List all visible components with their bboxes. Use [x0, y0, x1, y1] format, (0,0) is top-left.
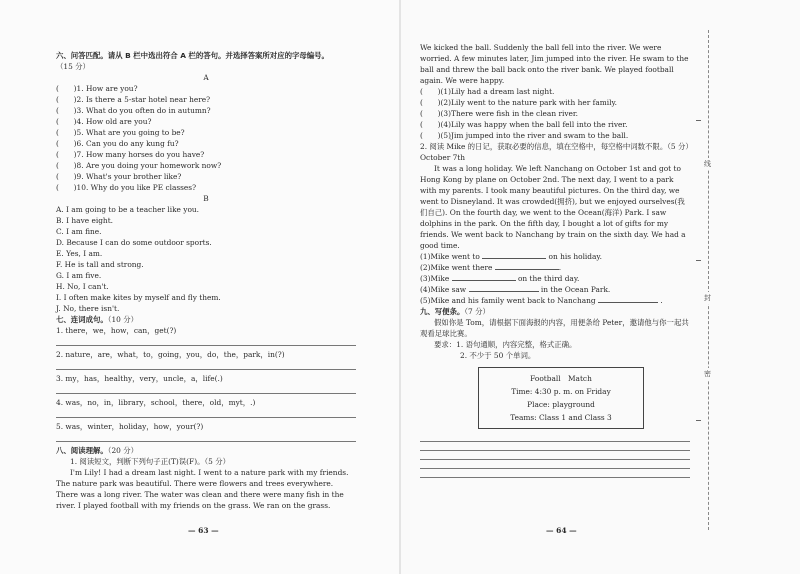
section7-title: 七、连词成句。 [56, 315, 108, 324]
binding-tick [696, 120, 701, 121]
section8-title: 八、阅读理解。 [56, 446, 108, 455]
fill-text: (5)Mike and his family went back to Nanchang [420, 296, 596, 305]
tf-item: ( )(3)There were fish in the clean river. [420, 109, 578, 118]
poster-teams: Teams: Class 1 and Class 3 [510, 413, 612, 422]
fill-text: (2)Mike went there [420, 263, 493, 272]
reading-task-2-instruction: 2. 阅读 Mike 的日记，获取必要的信息，填在空格中，每空格中词数不限。（5 分） [420, 142, 693, 151]
left-column [56, 50, 356, 511]
fill-blank[interactable] [482, 251, 546, 259]
a-item: ( )4. How old are you? [56, 117, 152, 126]
poster-place: Place: playground [527, 400, 595, 409]
section9-score: （7 分） [464, 307, 490, 316]
answer-line[interactable] [56, 385, 356, 394]
section7-heading [56, 314, 356, 325]
fill-blank[interactable] [469, 284, 539, 292]
section8-heading [56, 445, 356, 456]
writing-line[interactable] [420, 435, 690, 442]
column-a-label: A [203, 73, 209, 82]
reading-task-1-instruction: 1. 阅读短文，判断下列句子正(T)误(F)。（5 分） [70, 457, 230, 466]
b-item: F. He is tall and strong. [56, 260, 144, 269]
tf-item: ( )(2)Lily went to the nature park with her family. [420, 98, 618, 107]
b-item: I. I often make kites by myself and fly them. [56, 293, 221, 302]
fill-item [420, 284, 692, 295]
a-item: ( )1. How are you? [56, 84, 138, 93]
binding-dashed-line [708, 30, 709, 530]
a-item: ( )6. Can you do any kung fu? [56, 139, 179, 148]
b-item: D. Because I can do some outdoor sports. [56, 238, 212, 247]
binding-mark: 密 [704, 370, 711, 378]
diary-date: October 7th [420, 153, 466, 162]
word-order-item: 4. was，no，in，library，school，there，old，myt，.) [56, 398, 256, 407]
fill-blank[interactable] [495, 262, 562, 272]
tf-item: ( )(5)Jim jumped into the river and swam to the ball. [420, 131, 629, 140]
a-item: ( )5. What are you going to be? [56, 128, 185, 137]
a-item: ( )9. What's your brother like? [56, 172, 182, 181]
fill-text: in the Ocean Park. [540, 285, 611, 294]
fill-text: on the third day. [517, 274, 580, 283]
a-item: ( )8. Are you doing your homework now? [56, 161, 222, 170]
writing-line[interactable] [420, 444, 690, 451]
a-item: ( )2. Is there a 5-star hotel near here? [56, 95, 211, 104]
fill-text: on his holiday. [548, 252, 602, 261]
b-item: G. I am five. [56, 271, 102, 280]
fill-item [420, 273, 692, 284]
answer-line[interactable] [56, 433, 356, 442]
section9-title: 九、写便条。 [420, 307, 465, 316]
fill-text: (1)Mike went to [420, 252, 480, 261]
tf-item: ( )(1)Lily had a dream last night. [420, 87, 555, 96]
a-item: ( )3. What do you often do in autumn? [56, 106, 211, 115]
fill-text: (3)Mike [420, 274, 450, 283]
note-requirement-1: 要求：1. 语句通顺，内容完整，格式正确。 [434, 340, 577, 349]
a-item: ( )7. How many horses do you have? [56, 150, 205, 159]
answer-line[interactable] [56, 409, 356, 418]
poster-title: Football Match [530, 374, 592, 383]
book-spine [399, 0, 401, 574]
binding-tick [696, 420, 701, 421]
fill-blank[interactable] [452, 273, 516, 281]
binding-mark: 线 [704, 160, 711, 168]
fill-item [420, 295, 692, 306]
section6-score: （15 分） [56, 62, 90, 71]
poster-time: Time: 4:30 p. m. on Friday [511, 387, 611, 396]
column-b-label: B [203, 194, 209, 203]
writing-line[interactable] [420, 462, 690, 469]
word-order-item: 3. my，has，healthy，very，uncle，a，life(.) [56, 374, 223, 383]
section9-heading [420, 306, 692, 317]
tf-item: ( )(4)Lily was happy when the ball fell into the river. [420, 120, 628, 129]
word-order-item: 2. nature，are，what，to，going，you，do，the，park，in(?) [56, 350, 285, 359]
b-item: A. I am going to be a teacher like you. [56, 205, 199, 214]
fill-item [420, 251, 692, 262]
page-number-left: — 63 — [188, 526, 219, 535]
section7-score: （10 分） [107, 315, 138, 324]
b-item: B. I have eight. [56, 216, 114, 225]
football-poster [478, 367, 644, 429]
b-item: J. No, there isn't. [56, 304, 120, 313]
binding-mark: 封 [704, 294, 711, 302]
page-number-right: — 64 — [546, 526, 577, 535]
fill-text: . [660, 296, 663, 305]
fill-text: . [558, 263, 562, 272]
b-item: C. I am fine. [56, 227, 102, 236]
writing-line[interactable] [420, 471, 690, 478]
reading-passage: I'm Lily! I had a dream last night. I went to a nature park with my friends. The nature park was beautiful. There were flowers and trees everywhere. There was a long river. The water was clean and there were many fish in the river. I played football with my friends on the grass. We ran on the grass. [56, 468, 349, 510]
writing-line[interactable] [420, 453, 690, 460]
a-item: ( )10. Why do you like PE classes? [56, 183, 197, 192]
answer-line[interactable] [56, 361, 356, 370]
fill-text: (4)Mike saw [420, 285, 467, 294]
note-writing-prompt: 假如你是 Tom，请根据下面海报的内容，用便条给 Peter，邀请他与你一起共观看足球比赛。 [420, 318, 689, 338]
word-order-item: 1. there，we，how，can，get(?) [56, 326, 177, 335]
section6-heading [56, 50, 356, 61]
b-item: H. No, I can't. [56, 282, 109, 291]
word-order-item: 5. was，winter，holiday，how，your(?) [56, 422, 204, 431]
note-requirement-2: 2. 不少于 50 个单词。 [460, 351, 536, 360]
right-column [420, 42, 692, 480]
fill-item [420, 262, 692, 273]
section6-title: 六、问答匹配。请从 B 栏中选出符合 A 栏的答句。并选择答案所对应的字母编号。 [56, 51, 329, 60]
diary-text: It was a long holiday. We left Nanchang on October 1st and got to Hong Kong by plane on October 2nd. The next day, I went to a park with my parents. I took many beautiful pictures. On the third day, we went to Disneyland. It was crowded(拥挤), but we enjoyed ourselves(我们自己). On the fourth day, we went to the Ocean(海洋) Park. I saw dolphins in the park. On the fifth day, I bought a lot of gifts for my friends. We went back to Nanchang by train on the sixth day. We had a good time. [420, 164, 686, 250]
b-item: E. Yes, I am. [56, 249, 103, 258]
section8-score: （20 分） [107, 446, 138, 455]
fill-blank[interactable] [598, 295, 658, 303]
reading-passage-continued: We kicked the ball. Suddenly the ball fell into the river. We were worried. A few minutes later, Jim jumped into the river. He swam to the ball and threw the ball back onto the river bank. We played football again. We were happy. [420, 43, 689, 85]
binding-tick [696, 260, 701, 261]
answer-line[interactable] [56, 337, 356, 346]
